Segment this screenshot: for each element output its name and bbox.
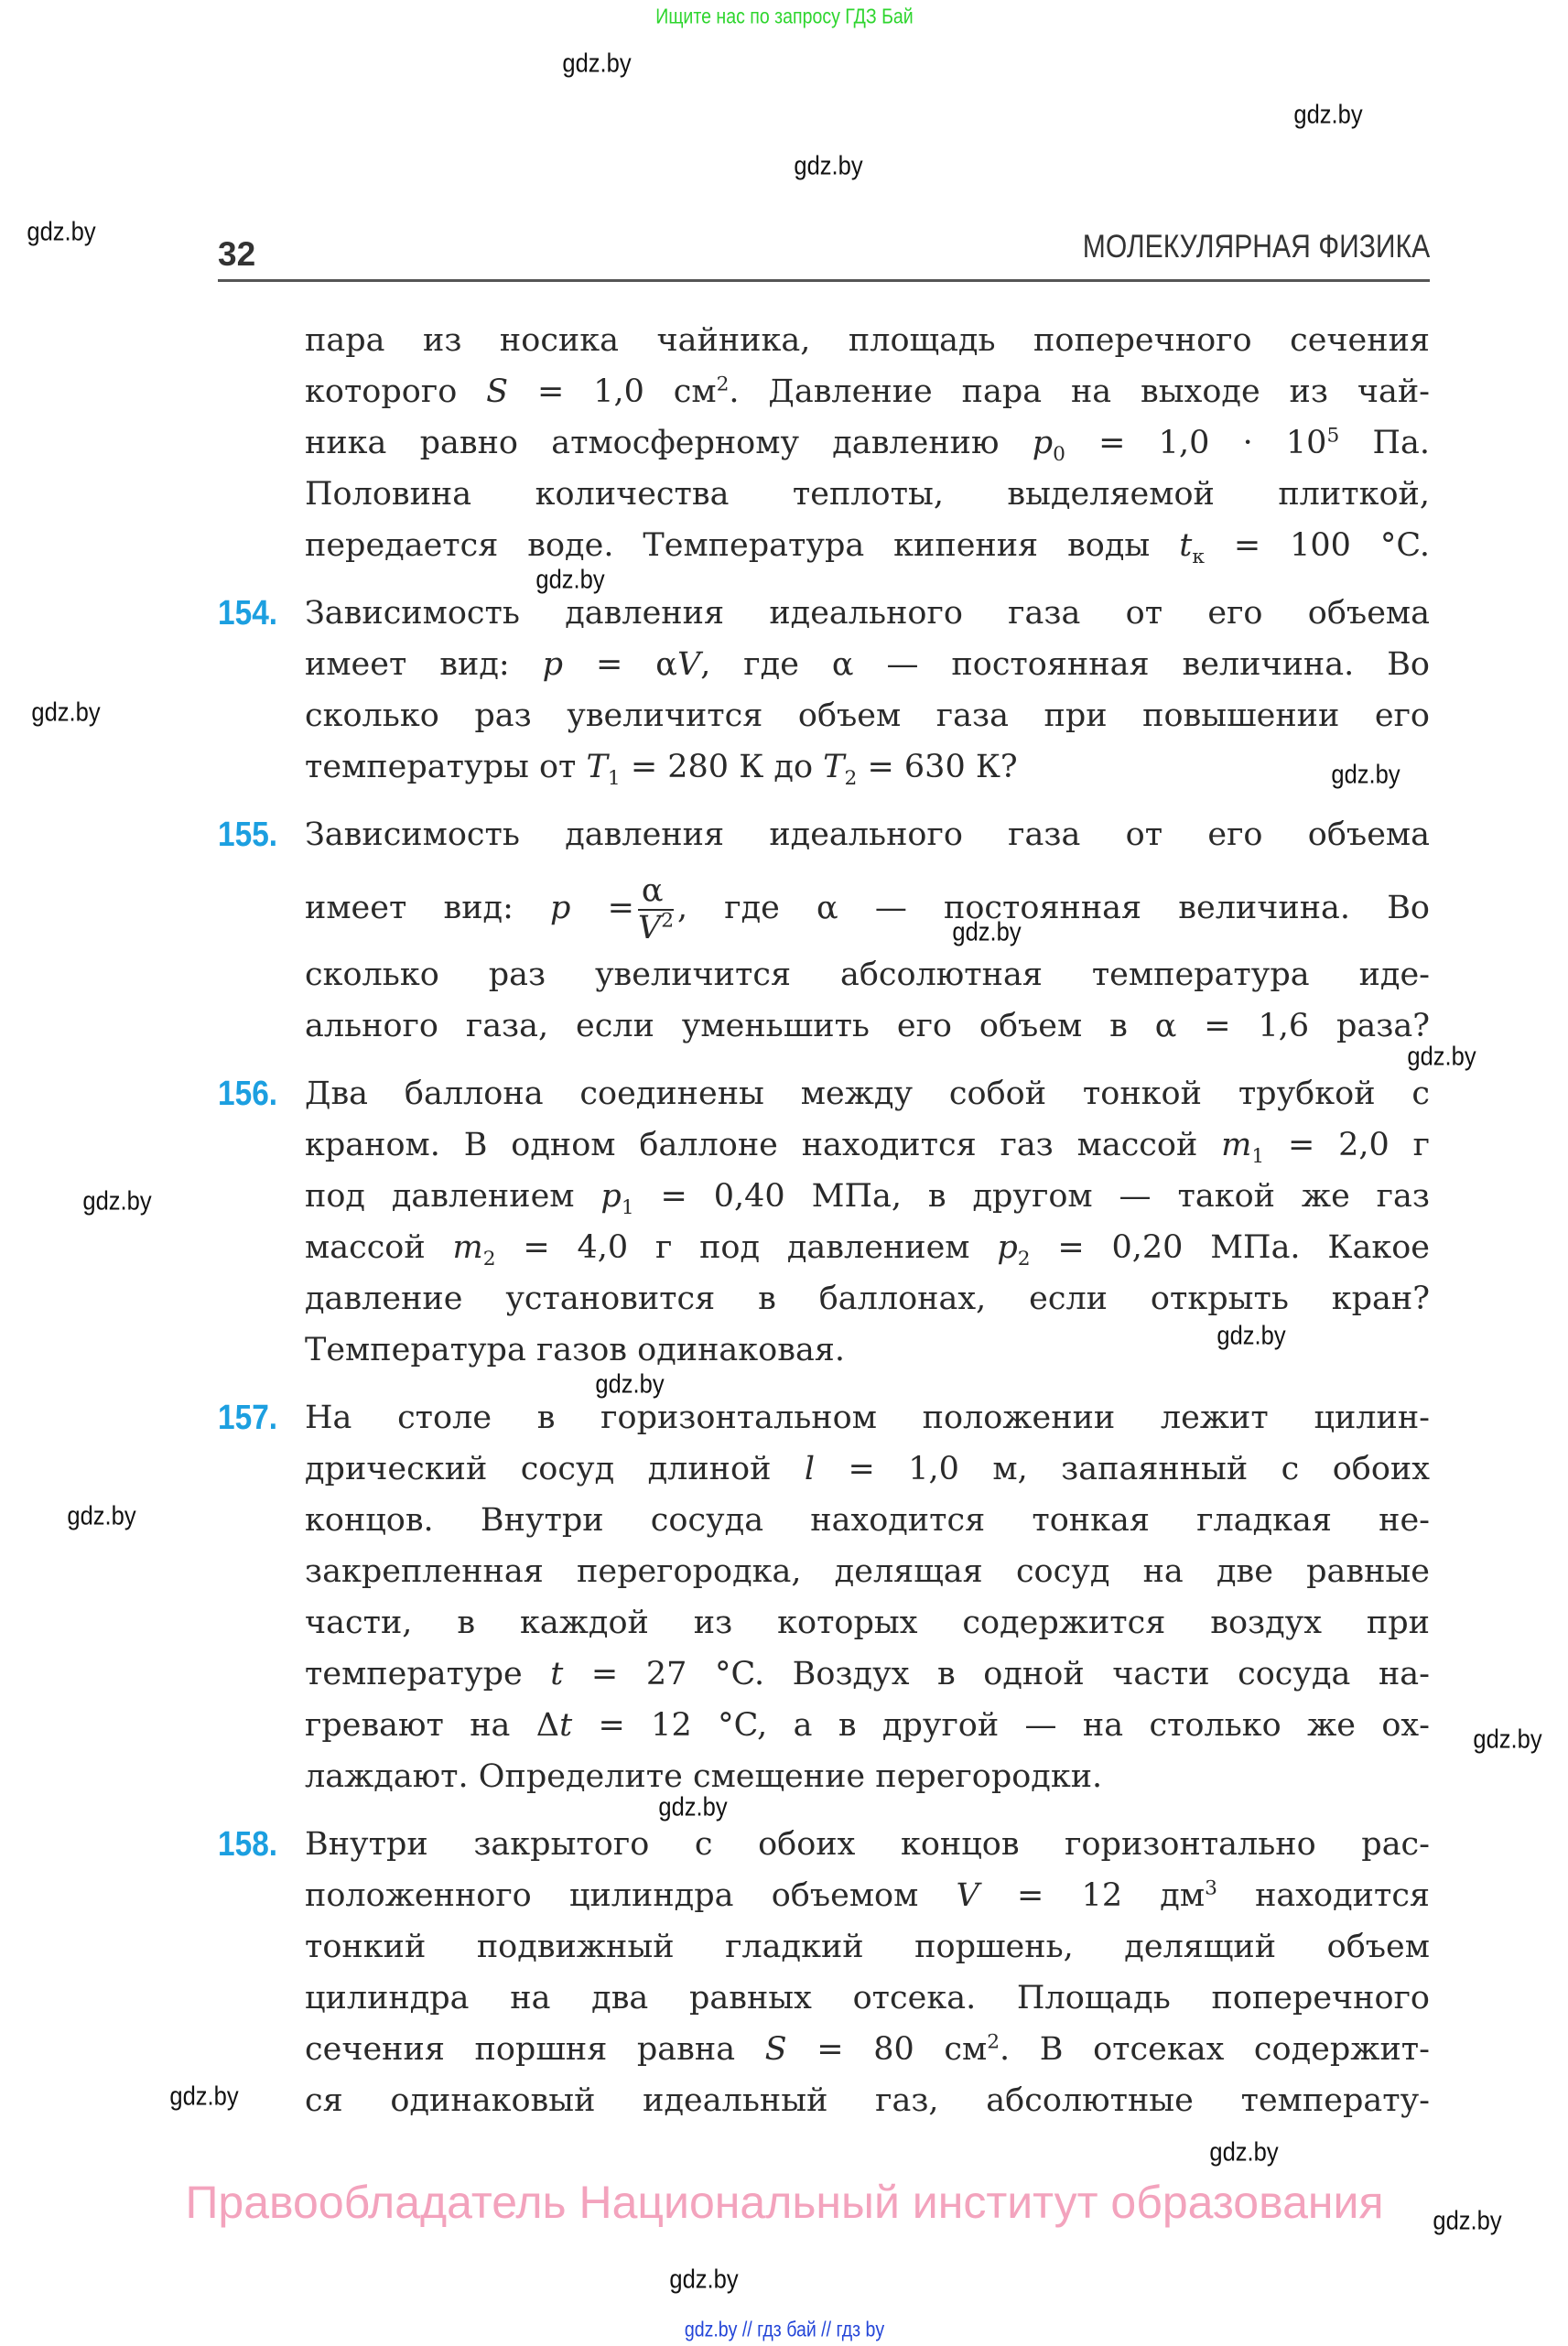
watermark: gdz.by bbox=[27, 217, 96, 247]
text-run: = 4,0 г под давлением bbox=[495, 1229, 998, 1266]
text-run: передается воде. Температура кипения воды bbox=[305, 527, 1180, 564]
text-line bbox=[305, 315, 1430, 366]
text-run: = 2,0 г bbox=[1264, 1127, 1430, 1163]
text-run: , где α — постоянная величина. Во bbox=[700, 646, 1431, 683]
text-run: которого bbox=[305, 373, 487, 410]
text-line bbox=[305, 639, 1430, 690]
watermark: gdz.by bbox=[82, 1186, 152, 1216]
text-line bbox=[305, 1921, 1430, 1973]
problem-154 bbox=[218, 588, 1430, 793]
text-line bbox=[305, 1597, 1430, 1649]
text-run: части, в каждой из которых содержится воздух при bbox=[305, 1605, 1430, 1641]
text-line bbox=[305, 1222, 1430, 1273]
text-run: сколько раз увеличится объем газа при повышении его bbox=[305, 697, 1430, 734]
text-run: ника равно атмосферному давлению bbox=[305, 425, 1033, 461]
math-variable: t bbox=[1179, 527, 1193, 564]
watermark: gdz.by bbox=[669, 2265, 739, 2295]
denominator bbox=[637, 908, 675, 946]
text-run: ального газа, если уменьшить его объем в α = 1,6 раза? bbox=[305, 1008, 1430, 1044]
math-variable: V bbox=[676, 646, 701, 683]
problem-number: 154. bbox=[218, 594, 278, 632]
problem-number: 157. bbox=[218, 1399, 278, 1437]
text-run: = α bbox=[563, 646, 677, 683]
watermark: gdz.by bbox=[1293, 100, 1363, 130]
watermark: gdz.by bbox=[169, 2081, 239, 2112]
text-run: краном. В одном баллоне находится газ массой bbox=[305, 1127, 1222, 1163]
text-run: = 0,20 МПа. Какое bbox=[1030, 1229, 1430, 1266]
subscript: к bbox=[1192, 546, 1205, 568]
text-run: Температура газов одинаковая. bbox=[305, 1332, 846, 1368]
text-run: . Давление пара на выходе из чай- bbox=[729, 373, 1430, 410]
text-line bbox=[305, 469, 1430, 520]
text-line bbox=[305, 1495, 1430, 1546]
text-line bbox=[305, 2024, 1430, 2075]
search-hint-banner: Ищите нас по запросу ГДЗ Бай bbox=[655, 4, 914, 28]
denominator-var: V bbox=[637, 909, 662, 946]
problem-number: 156. bbox=[218, 1075, 278, 1113]
text-line bbox=[305, 417, 1430, 469]
math-variable: p bbox=[997, 1229, 1018, 1266]
fraction bbox=[638, 873, 674, 946]
text-run: . В отсеках содержит- bbox=[1000, 2031, 1430, 2068]
math-variable: m bbox=[1221, 1127, 1252, 1163]
text-run: = 1,0 · 10 bbox=[1065, 425, 1327, 461]
problem-155 bbox=[218, 809, 1430, 1052]
text-line bbox=[305, 2075, 1430, 2126]
problem-number: 158. bbox=[218, 1825, 278, 1864]
text-run: = 1,0 см bbox=[508, 373, 717, 410]
text-line bbox=[305, 690, 1430, 741]
math-variable: l bbox=[804, 1451, 816, 1487]
problem-158 bbox=[218, 1819, 1430, 2126]
math-variable: T bbox=[823, 749, 845, 785]
text-line bbox=[305, 741, 1430, 793]
copyright-notice: Правообладатель Национальный институт образования bbox=[185, 2177, 1384, 2228]
text-line bbox=[305, 1870, 1430, 1921]
watermark: gdz.by bbox=[952, 917, 1022, 947]
math-variable: p bbox=[550, 890, 571, 926]
text-line bbox=[305, 1119, 1430, 1171]
watermark: gdz.by bbox=[794, 151, 863, 181]
text-run: сечения поршня равна bbox=[305, 2031, 765, 2068]
math-variable: V bbox=[956, 1877, 979, 1914]
text-run: пара из носика чайника, площадь поперечного сечения bbox=[305, 322, 1430, 359]
text-line bbox=[305, 1171, 1430, 1222]
text-run: температуре bbox=[305, 1656, 551, 1692]
page-number: 32 bbox=[218, 235, 256, 273]
numerator: α bbox=[638, 873, 674, 911]
text-line bbox=[305, 1649, 1430, 1700]
text-run: Половина количества теплоты, выделяемой плиткой, bbox=[305, 476, 1430, 513]
watermark: gdz.by bbox=[562, 49, 632, 79]
text-run: = 80 см bbox=[786, 2031, 988, 2068]
chapter-title: МОЛЕКУЛЯРНАЯ ФИЗИКА bbox=[1082, 229, 1430, 265]
text-run: Два баллона соединены между собой тонкой трубкой с bbox=[305, 1076, 1430, 1112]
math-variable: T bbox=[586, 749, 608, 785]
text-line bbox=[305, 1751, 1430, 1802]
header-divider bbox=[218, 279, 1430, 282]
text-run: = 1,0 м, запаянный с обоих bbox=[815, 1451, 1431, 1487]
math-variable: S bbox=[486, 373, 509, 410]
text-line bbox=[305, 1700, 1430, 1751]
watermark: gdz.by bbox=[1217, 1321, 1286, 1351]
exponent: 2 bbox=[661, 908, 675, 932]
text-line bbox=[305, 1392, 1430, 1443]
subscript: 2 bbox=[844, 767, 858, 790]
text-run: имеет вид: bbox=[305, 646, 543, 683]
page-body bbox=[218, 315, 1430, 2143]
text-line bbox=[305, 1273, 1430, 1324]
text-run: сколько раз увеличится абсолютная температура иде- bbox=[305, 957, 1430, 993]
watermark: gdz.by bbox=[1407, 1042, 1476, 1072]
math-variable: m bbox=[452, 1229, 483, 1266]
watermark: gdz.by bbox=[535, 565, 605, 595]
subscript: 1 bbox=[607, 767, 621, 790]
problem-continuation bbox=[218, 315, 1430, 571]
text-run: = 12 дм bbox=[979, 1877, 1206, 1914]
text-run: Внутри закрытого с обоих концов горизонтально рас- bbox=[305, 1826, 1430, 1863]
watermark: gdz.by bbox=[67, 1501, 136, 1531]
text-run: имеет вид: bbox=[305, 890, 551, 926]
text-run: гревают на Δ bbox=[305, 1707, 560, 1744]
math-variable: p bbox=[542, 646, 564, 683]
text-run: дрический сосуд длиной bbox=[305, 1451, 805, 1487]
watermark: gdz.by bbox=[31, 697, 101, 728]
watermark: gdz.by bbox=[595, 1369, 665, 1400]
text-run: закрепленная перегородка, делящая сосуд на две равные bbox=[305, 1553, 1430, 1590]
text-run: находится bbox=[1217, 1877, 1430, 1914]
text-line bbox=[305, 809, 1430, 860]
text-run: Зависимость давления идеального газа от его объема bbox=[305, 816, 1430, 853]
footer-links[interactable]: gdz.by // гдз бай // гдз by bbox=[684, 2317, 885, 2341]
watermark: gdz.by bbox=[1433, 2206, 1502, 2236]
text-line bbox=[305, 366, 1430, 417]
superscript: 5 bbox=[1326, 424, 1340, 448]
text-line bbox=[305, 1000, 1430, 1052]
math-variable: p bbox=[600, 1178, 622, 1215]
watermark: gdz.by bbox=[1473, 1724, 1542, 1755]
subscript: 2 bbox=[482, 1248, 496, 1270]
text-run: под давлением bbox=[305, 1178, 601, 1215]
text-run: = 100 °C. bbox=[1204, 527, 1431, 564]
text-line bbox=[305, 1068, 1430, 1119]
watermark: gdz.by bbox=[1331, 760, 1400, 790]
math-variable: S bbox=[764, 2031, 787, 2068]
superscript: 2 bbox=[716, 373, 730, 396]
text-run: цилиндра на два равных отсека. Площадь поперечного bbox=[305, 1980, 1430, 2016]
text-run: Зависимость давления идеального газа от его объема bbox=[305, 595, 1430, 632]
text-line bbox=[305, 520, 1430, 571]
text-run: = 630 К? bbox=[857, 749, 1018, 785]
text-run: тонкий подвижный гладкий поршень, делящий объем bbox=[305, 1929, 1430, 1965]
subscript: 1 bbox=[621, 1196, 634, 1219]
superscript: 2 bbox=[987, 2030, 1000, 2054]
text-run: = bbox=[570, 890, 634, 926]
text-run: = 0,40 МПа, в другом — такой же газ bbox=[633, 1178, 1430, 1215]
text-run: = 12 °C, а в другой — на столько же ох- bbox=[572, 1707, 1430, 1744]
text-run: ся одинаковый идеальный газ, абсолютные температу- bbox=[305, 2082, 1430, 2119]
watermark: gdz.by bbox=[658, 1792, 728, 1822]
problem-157 bbox=[218, 1392, 1430, 1802]
text-run: На столе в горизонтальном положении лежит цилин- bbox=[305, 1400, 1430, 1436]
text-line bbox=[305, 872, 1430, 946]
text-line bbox=[305, 588, 1430, 639]
text-run: положенного цилиндра объемом bbox=[305, 1877, 957, 1914]
text-run: температуры от bbox=[305, 749, 587, 785]
watermark: gdz.by bbox=[1209, 2137, 1279, 2168]
math-variable: t bbox=[550, 1656, 564, 1692]
math-variable: p bbox=[1032, 425, 1054, 461]
text-run: массой bbox=[305, 1229, 453, 1266]
text-run: = 27 °C. Воздух в одной части сосуда на- bbox=[563, 1656, 1430, 1692]
subscript: 2 bbox=[1017, 1248, 1031, 1270]
subscript: 0 bbox=[1053, 443, 1065, 466]
math-variable: t bbox=[559, 1707, 573, 1744]
superscript: 3 bbox=[1205, 1876, 1217, 1900]
text-run: лаждают. Определите смещение перегородки. bbox=[305, 1758, 1103, 1795]
text-run: концов. Внутри сосуда находится тонкая гладкая не- bbox=[305, 1502, 1430, 1539]
text-line bbox=[305, 1973, 1430, 2024]
text-run: Па. bbox=[1339, 425, 1430, 461]
problem-number: 155. bbox=[218, 816, 278, 854]
subscript: 1 bbox=[1251, 1145, 1265, 1168]
text-line bbox=[305, 1546, 1430, 1597]
text-line bbox=[305, 1443, 1430, 1495]
text-run: , где α — постоянная величина. Во bbox=[677, 890, 1430, 926]
text-line bbox=[305, 1819, 1430, 1870]
text-run: давление установится в баллонах, если открыть кран? bbox=[305, 1281, 1430, 1317]
text-run: = 280 К до bbox=[620, 749, 824, 785]
text-line bbox=[305, 949, 1430, 1000]
